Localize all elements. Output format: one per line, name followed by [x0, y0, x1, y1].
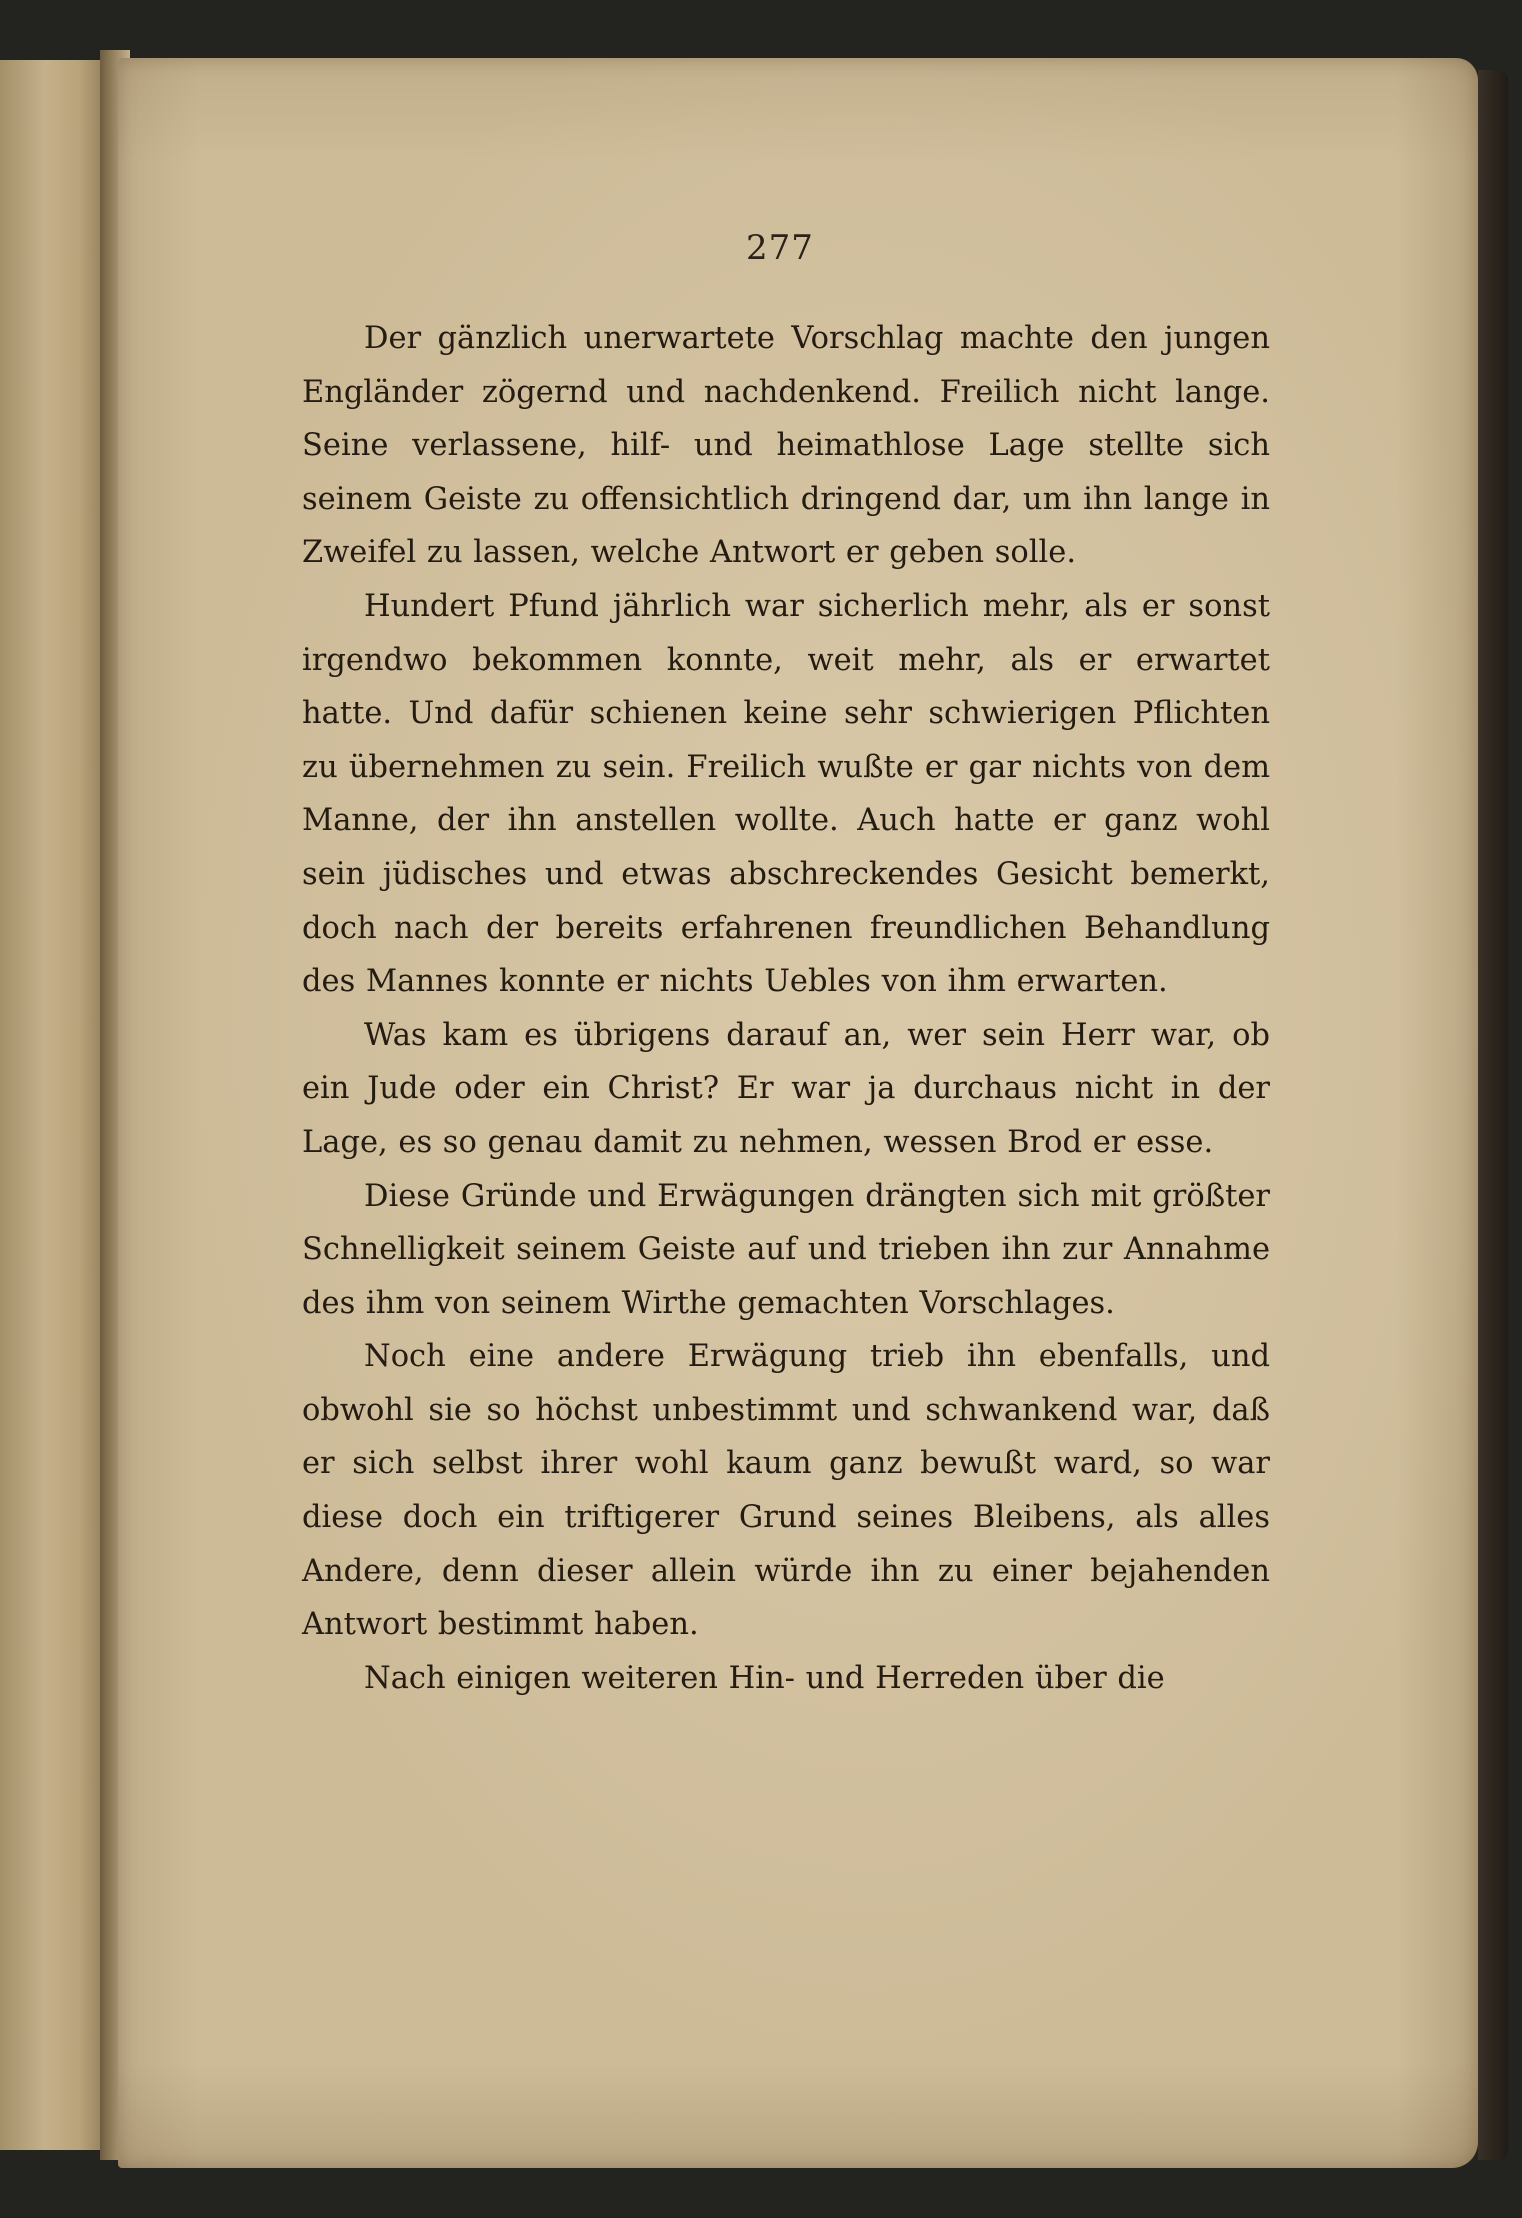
- paragraph: Was kam es übrigens darauf an, wer sein Herr war, ob ein Jude oder ein Christ? Er war ja durchaus nicht in der Lage, es so genau damit zu nehmen, wessen Brod er esse.: [302, 1017, 1270, 1160]
- page-number: 277: [746, 228, 814, 268]
- paragraph: Der gänzlich unerwartete Vorschlag machte den jungen Engländer zögernd und nachdenkend. Freilich nicht lange. Seine verlassene, hilf- und heimathlose Lage stellte sich seinem Geiste zu offensichtlich dringend dar, um ihn lange in Zweifel zu lassen, welche Antwort er geben solle.: [302, 321, 1270, 571]
- page-text: [302, 312, 1270, 1705]
- paragraph: Nach einigen weiteren Hin- und Herreden über die: [364, 1660, 1165, 1696]
- paragraph: Hundert Pfund jährlich war sicherlich mehr, als er sonst irgendwo bekommen konnte, weit mehr, als er erwartet hatte. Und dafür schienen keine sehr schwierigen Pflichten zu übernehmen zu sein. Freilich wußte er gar nichts von dem Manne, der ihn anstellen wollte. Auch hatte er ganz wohl sein jüdisches und etwas abschreckendes Gesicht bemerkt, doch nach der bereits erfahrenen freundlichen Behandlung des Mannes konnte er nichts Uebles von ihm erwarten.: [302, 588, 1270, 1000]
- facing-page-edge: [0, 60, 112, 2150]
- paragraph: Noch eine andere Erwägung trieb ihn ebenfalls, und obwohl sie so höchst unbestimmt und schwankend war, daß er sich selbst ihrer wohl kaum ganz bewußt ward, so war diese doch ein triftigerer Grund seines Bleibens, als alles Andere, denn dieser allein würde ihn zu einer bejahenden Antwort bestimmt haben.: [302, 1339, 1270, 1643]
- book-cover-edge: [1478, 70, 1508, 2160]
- paragraph: Diese Gründe und Erwägungen drängten sich mit größter Schnelligkeit seinem Geiste auf und trieben ihn zur Annahme des ihm von seinem Wirthe gemachten Vorschlages.: [302, 1178, 1270, 1321]
